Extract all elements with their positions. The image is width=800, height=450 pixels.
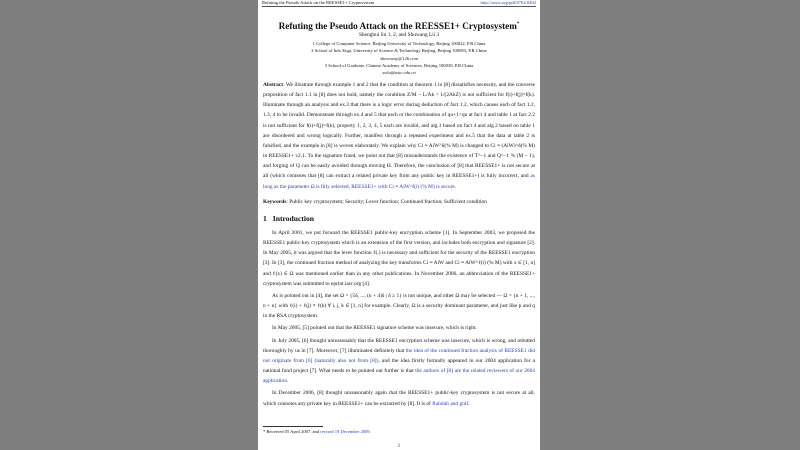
keywords-text: : Public key cryptosystem; Security; Lever function; Continued fraction; Sufficient condition [286, 199, 487, 205]
title-footnote-mark: * [516, 22, 520, 27]
author-email-1: sheenway@126.com [380, 56, 418, 61]
page-number: 1 [397, 444, 401, 449]
abstract-label: Abstract [263, 82, 284, 88]
abstract [263, 80, 535, 192]
title-text: Refuting the Pseudo Attack on the REESSE1+ Cryptosystem [278, 21, 517, 32]
paragraph-1: In April 2001, we put forward the REESSE1 public-key encryption scheme [1]. In September 2003, we proposed the REESSE1 public-key cryptosystem which is an extension of the first version, and includes both encryption and signature [2]. In May 2005, it was argued that the lever function ℓ(.) is necessary and sufficient for the security of the REESSE1 encryption [3]. In [3], the continued fraction method of analyzing the key transforms Ci ≡ AiW and Ci ≡ AiW^ℓ(i) (% M) with x ∈ [1, n] and ℓ(x) ∈ Ω was mentioned earlier than in any other publications. In November 2006, an abbreviation of the REESSE1+ cryptosystem was submitted to eprint.iacr.org [4]. [263, 230, 535, 287]
running-header [262, 0, 536, 7]
author-email-2: swlu@ustc.edu.cn [382, 70, 416, 75]
paragraph-4-tail: , and the idea firstly formally appeared in our 2004 application for a national fund project [7]. What needs to be pointed out further is that [263, 357, 535, 375]
footnote-link[interactable]: revised 19 December 2009. [320, 429, 371, 434]
paragraph-5 [263, 388, 535, 408]
arxiv-link[interactable]: http://arxiv.org/pdf/0704.0492 [480, 0, 536, 5]
footnote [263, 429, 371, 435]
keywords-label: Keywords [263, 199, 287, 205]
paragraph-3: In May 2005, [5] pointed out that the REESSE1 signature scheme was insecure, which is right. [272, 325, 477, 332]
section-number: 1 [263, 214, 267, 223]
keywords [263, 197, 535, 207]
paragraph-5-text: In December 2006, [8] thought unreasonably again that the REESSE1+ public-key cryptosystem is not secure at all, which connotes any private key in REESSE1+ can be extracted by [8]. It is of [263, 390, 535, 407]
intro-body [263, 228, 535, 409]
paragraph-4-link[interactable]: the idea of the continued fraction analysis of REESSE1 did not originate from [6] (naturally also not from [8]) [263, 347, 535, 364]
footnote-divider [263, 426, 323, 427]
affiliation-3: 3 School of Graduate, Chinese Academy of Sciences, Beijing 100039, P.R.China [324, 63, 474, 68]
paper-title [258, 19, 540, 32]
paragraph-4-text: In July 2005, [6] thought unreasonably that the REESSE1 encryption scheme was insecure, which is wrong, and rebutted thoroughly by us in [7]. Moreover, [7] illuminated definitely that [263, 337, 535, 354]
footnote-text: * Received 05 April 2007, and [263, 429, 320, 434]
pdf-page [258, 0, 540, 450]
affiliation-1: 1 College of Computer Science, Beijing University of Technology, Beijing 100022, P.R.China [312, 41, 486, 46]
affiliation-2: 2 School of Info Engi, University of Science & Technology Beijing, Beijing 100083, P.R.China [311, 48, 487, 53]
section-title: Introduction [272, 214, 315, 223]
paragraph-5-link[interactable]: flubdub and gulf. [432, 400, 470, 407]
running-title: Refuting the Pseudo Attack on the REESSE1+ Cryptosystem [262, 0, 375, 5]
paragraph-4 [263, 336, 535, 387]
section-heading [263, 214, 314, 224]
paragraph-4-authors-link[interactable]: the authors of [8] are the related reviewers of our 2004 application. [263, 368, 535, 385]
abstract-highlight-link[interactable]: as long as the parameter Ω is fitly selected, REESSE1+ with Ci ≡ AiW^f(i) (% M) is secure. [263, 173, 535, 190]
author-line: Shenghui Su 1, 2, and Shuwang Lü 3 [358, 32, 440, 38]
abstract-text: : We illustrate through example 1 and 2 that the condition at theorem 1 in [8] dissatisfies necessity, and the converse proposition of fact 1.1 in [8] does not hold, namely the condition Z/M − L/Ak < 1/(2AkZ) is not sufficient for f(i)+f(j)=f(k). Illuminate through an analysis and ex.3 that there is a logic error during deduction of fact 1.2, which causes each of fact 1.2, 1.3, 4 to be invalid. Demonstrate through ex.4 and 5 that each or the combination of qu+1>qu at fact 4 and table 1 at fact 2.2 is not sufficient for f(i)+f(j)=f(k), property 1, 2, 3, 4, 5 each are invalid, and alg.1 based on fact 4 and alg.2 based on table 1 are disordered and wrong logically. Further, manifest through a repeated experiment and ex.5 that the data at table 2 is falsified, and the example in [8] is woven elaborately. We explain why Ci ≡ AiW^δ(% M) is changed to Ci ≡ (AiW)^δ(% M) in REESSE1+ v2.1. To the signature fraud, we point out that [8] misunderstands the existence of T^−1 and Q^−1 % (M − 1), and forging of Q can be easily avoided through moving H. Therefore, the conclusion of [8] that REESSE1+ is not secure at all (which connotes that [8] can extract a related private key from any public key in REESSE1+) is fully incorrect, and [263, 82, 535, 180]
paragraph-2: As is pointed out in [4], the set Ω = {5δ, ..., (n + 4)δ | δ ≥ 1} is not unique, and other Ω may be selected — Ω = {n + 1, ..., n + n} with ℓ(i) + ℓ(j) ≠ ℓ(k) ∀ i, j, k ∈ [1, n] for example. Clearly, Ω is a security dominant parameter, and just like p and q in the RSA cryptosystem. [263, 292, 535, 320]
